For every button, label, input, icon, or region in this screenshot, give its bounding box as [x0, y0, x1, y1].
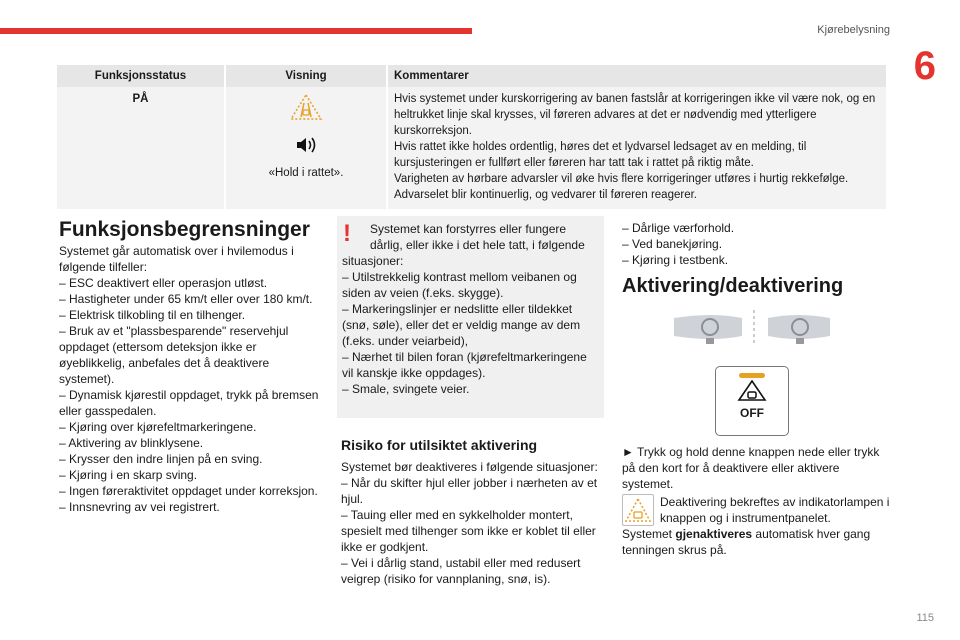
chapter-number: 6	[913, 44, 936, 88]
speaker-icon	[232, 136, 380, 159]
confirm-paragraph: Deaktivering bekreftes av indikatorlampen i knappen og i instrumentpanelet.	[622, 494, 890, 526]
limitations-heading: Funksjonsbegrensninger	[59, 218, 310, 241]
lane-warning-icon	[232, 93, 380, 126]
lane-car-icon	[716, 380, 788, 407]
column-limitations	[59, 218, 324, 515]
section-title: Kjørebelysning	[817, 24, 890, 36]
lane-assist-off-button[interactable]	[715, 366, 789, 436]
reactivate-text: Systemet gjenaktiveres automatisk hver gang tenningen skrus på.	[622, 527, 871, 557]
function-status-table	[57, 65, 886, 209]
table-header-comments: Kommentarer	[387, 65, 886, 87]
button-indicator-lamp	[739, 373, 765, 378]
activation-heading: Aktivering/deaktivering	[622, 275, 844, 297]
activation-instructions	[622, 444, 890, 558]
table-header-display: Visning	[225, 65, 387, 87]
risk-heading: Risiko for utilsiktet aktivering	[341, 437, 538, 453]
indicator-lamp-icon	[622, 494, 654, 526]
limitations-text: Systemet går automatisk over i hvilemodus i følgende tilfeller: – ESC deaktivert eller operasjon utløst. – Hastigheter under 65 km/t eller over 180 km/t. – Elektrisk tilkobling til en tilhenger. – Bruk av et "plassbesparende" reservehjul oppdaget (ettersom deteksjon ikke er øyeblikkelig, anbefales det å deaktivere systemet). – Dynamisk kjørestil oppdaget, trykk på bremsen eller gasspedalen. – Kjøring over kjørefeltmarkeringene. – Aktivering av blinklysene. – Krysser den indre linjen på en sving. – Kjøring i en skarp sving. – Ingen føreraktivitet oppdaget under korreksjon. – Innsnevring av vei registrert.	[59, 244, 319, 514]
column-activation	[622, 220, 890, 297]
warning-box	[337, 216, 604, 418]
warning-exclamation-icon: !	[343, 220, 351, 247]
button-off-label: OFF	[740, 406, 764, 420]
comment-cell: Hvis systemet under kurskorrigering av banen fastslår at korrigeringen ikke vil være nok, og en heltrukket linje skal krysses, vil føreren advares at det er nødvendig med ytterligere kurskorreksjon. Hvis rattet ikke holdes ordentlig, høres det et lydvarsel ledsaget av en melding, til kursjusteringen er fullført eller føreren har tatt tak i rattet på riktig måte. Varigheten av hørbare advarsler vil øke hvis flere korrigeringer utføres i hurtig rekkefølge. Advarselet blir kontinuerlig, og vedvarer til føreren reagerer.	[387, 87, 886, 209]
warning-text: Systemet kan forstyrres eller fungere dårlig, eller ikke i det hele tatt, i følgende situasjoner: – Utilstrekkelig kontrast mellom veibanen og siden av veien (f.eks. skygge). – Markeringslinjer er nedslitte eller tildekket (snø, søle), eller det er veldig mange av dem (f.eks. under veiarbeid), – Nærhet til bilen foran (kjørefeltmarkeringene vil kanskje ikke oppdages). – Smale, svingete veier.	[342, 222, 587, 396]
risk-text: Systemet bør deaktiveres i følgende situasjoner: – Når du skifter hjul eller jobber i nærheten av et hjul. – Tauing eller med en sykkelholder montert, spesielt med tilhenger som ikke er koblet til eller ikke er godkjent. – Vei i dårlig stand, ustabil eller med redusert veigrep (risiko for vannplaning, snø, is).	[341, 460, 598, 586]
page-number: 115	[916, 612, 934, 624]
status-cell: PÅ	[57, 87, 225, 209]
table-row	[57, 87, 886, 209]
instruction-text: ► Trykk og hold denne knappen nede eller trykk på den kort for å deaktivere eller aktivere systemet.	[622, 445, 880, 491]
column-risk	[341, 437, 604, 587]
header-accent-bar	[0, 28, 472, 34]
dashboard-illustration	[672, 310, 832, 351]
display-caption: «Hold i rattet».	[268, 167, 344, 179]
display-cell	[225, 87, 387, 209]
table-header-status: Funksjonsstatus	[57, 65, 225, 87]
conditions-list: – Dårlige værforhold. – Ved banekjøring. – Kjøring i testbenk.	[622, 221, 735, 267]
